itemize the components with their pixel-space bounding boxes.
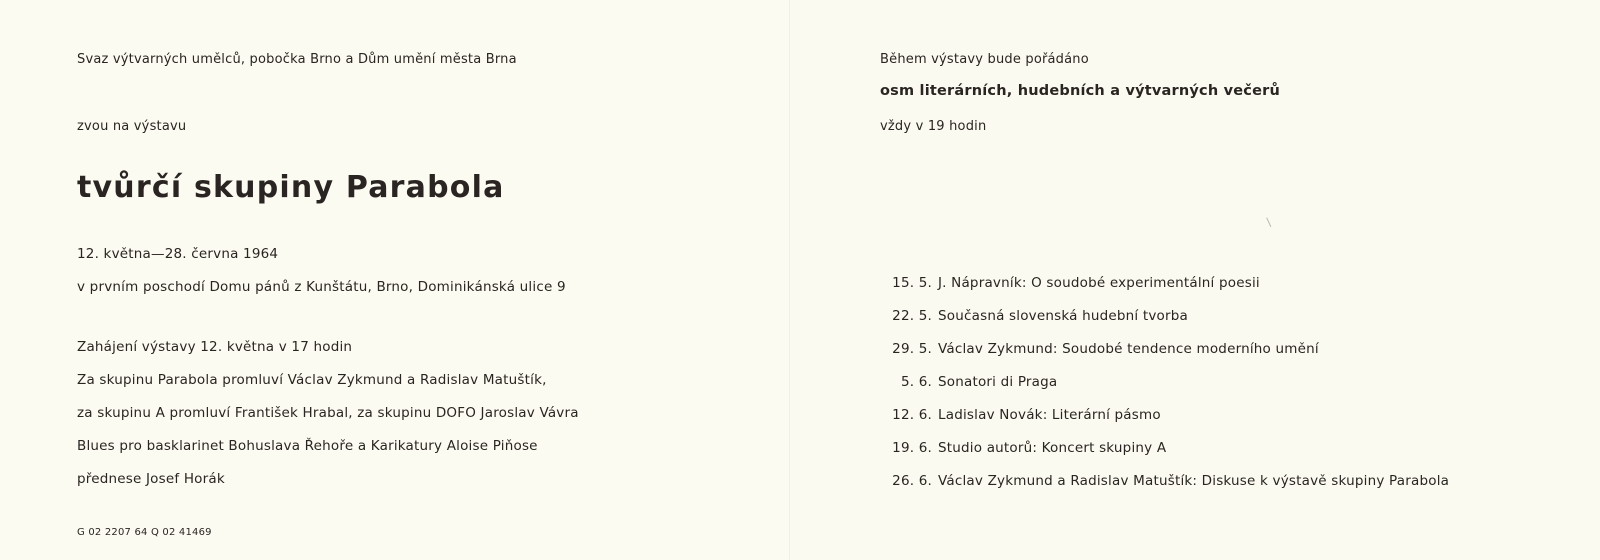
opening-line: Za skupinu Parabola promluví Václav Zykmund a Radislav Matuštík, [77,372,547,388]
program-date: 5. 6. [900,374,932,390]
program-item [884,440,1166,456]
program-item [884,473,1449,489]
left-panel [0,0,790,560]
print-code: G 02 2207 64 Q 02 41469 [77,527,212,538]
exhibition-title: tvůrčí skupiny Parabola [77,170,505,205]
exhibition-venue: v prvním poschodí Domu pánů z Kunštátu, Brno, Dominikánská ulice 9 [77,279,566,295]
program-date: 12. 6. [892,407,932,423]
program-event: Současná slovenská hudební tvorba [938,308,1188,324]
program-date: 29. 5. [892,341,932,357]
opening-line: Blues pro basklarinet Bohuslava Řehoře a Karikatury Aloise Piňose [77,438,538,454]
program-time: vždy v 19 hodin [880,119,987,134]
program-date: 15. 5. [892,275,932,291]
program-item [884,341,1319,357]
program-intro: Během výstavy bude pořádáno [880,52,1089,67]
opening-line: přednese Josef Horák [77,471,225,487]
program-item [884,407,1161,423]
program-item [884,374,1057,390]
program-event: Studio autorů: Koncert skupiny A [938,440,1167,456]
program-item [884,275,1260,291]
program-event: Sonatori di Praga [938,374,1058,390]
opening-line: za skupinu A promluví František Hrabal, za skupinu DOFO Jaroslav Vávra [77,405,579,421]
program-headline: osm literárních, hudebních a výtvarných večerů [880,83,1280,99]
program-event: J. Nápravník: O soudobé experimentální poesii [938,275,1260,291]
opening-line: Zahájení výstavy 12. května v 17 hodin [77,339,353,355]
program-event: Václav Zykmund: Soudobé tendence moderního umění [938,341,1319,357]
organizers: Svaz výtvarných umělců, pobočka Brno a Dům umění města Brna [77,52,517,67]
invite-text: zvou na výstavu [77,119,187,134]
program-item [884,308,1188,324]
program-date: 26. 6. [892,473,932,489]
program-event: Ladislav Novák: Literární pásmo [938,407,1161,423]
program-date: 22. 5. [892,308,932,324]
program-event: Václav Zykmund a Radislav Matuštík: Diskuse k výstavě skupiny Parabola [938,473,1450,489]
exhibition-dates: 12. května—28. června 1964 [77,246,279,262]
program-date: 19. 6. [892,440,932,456]
